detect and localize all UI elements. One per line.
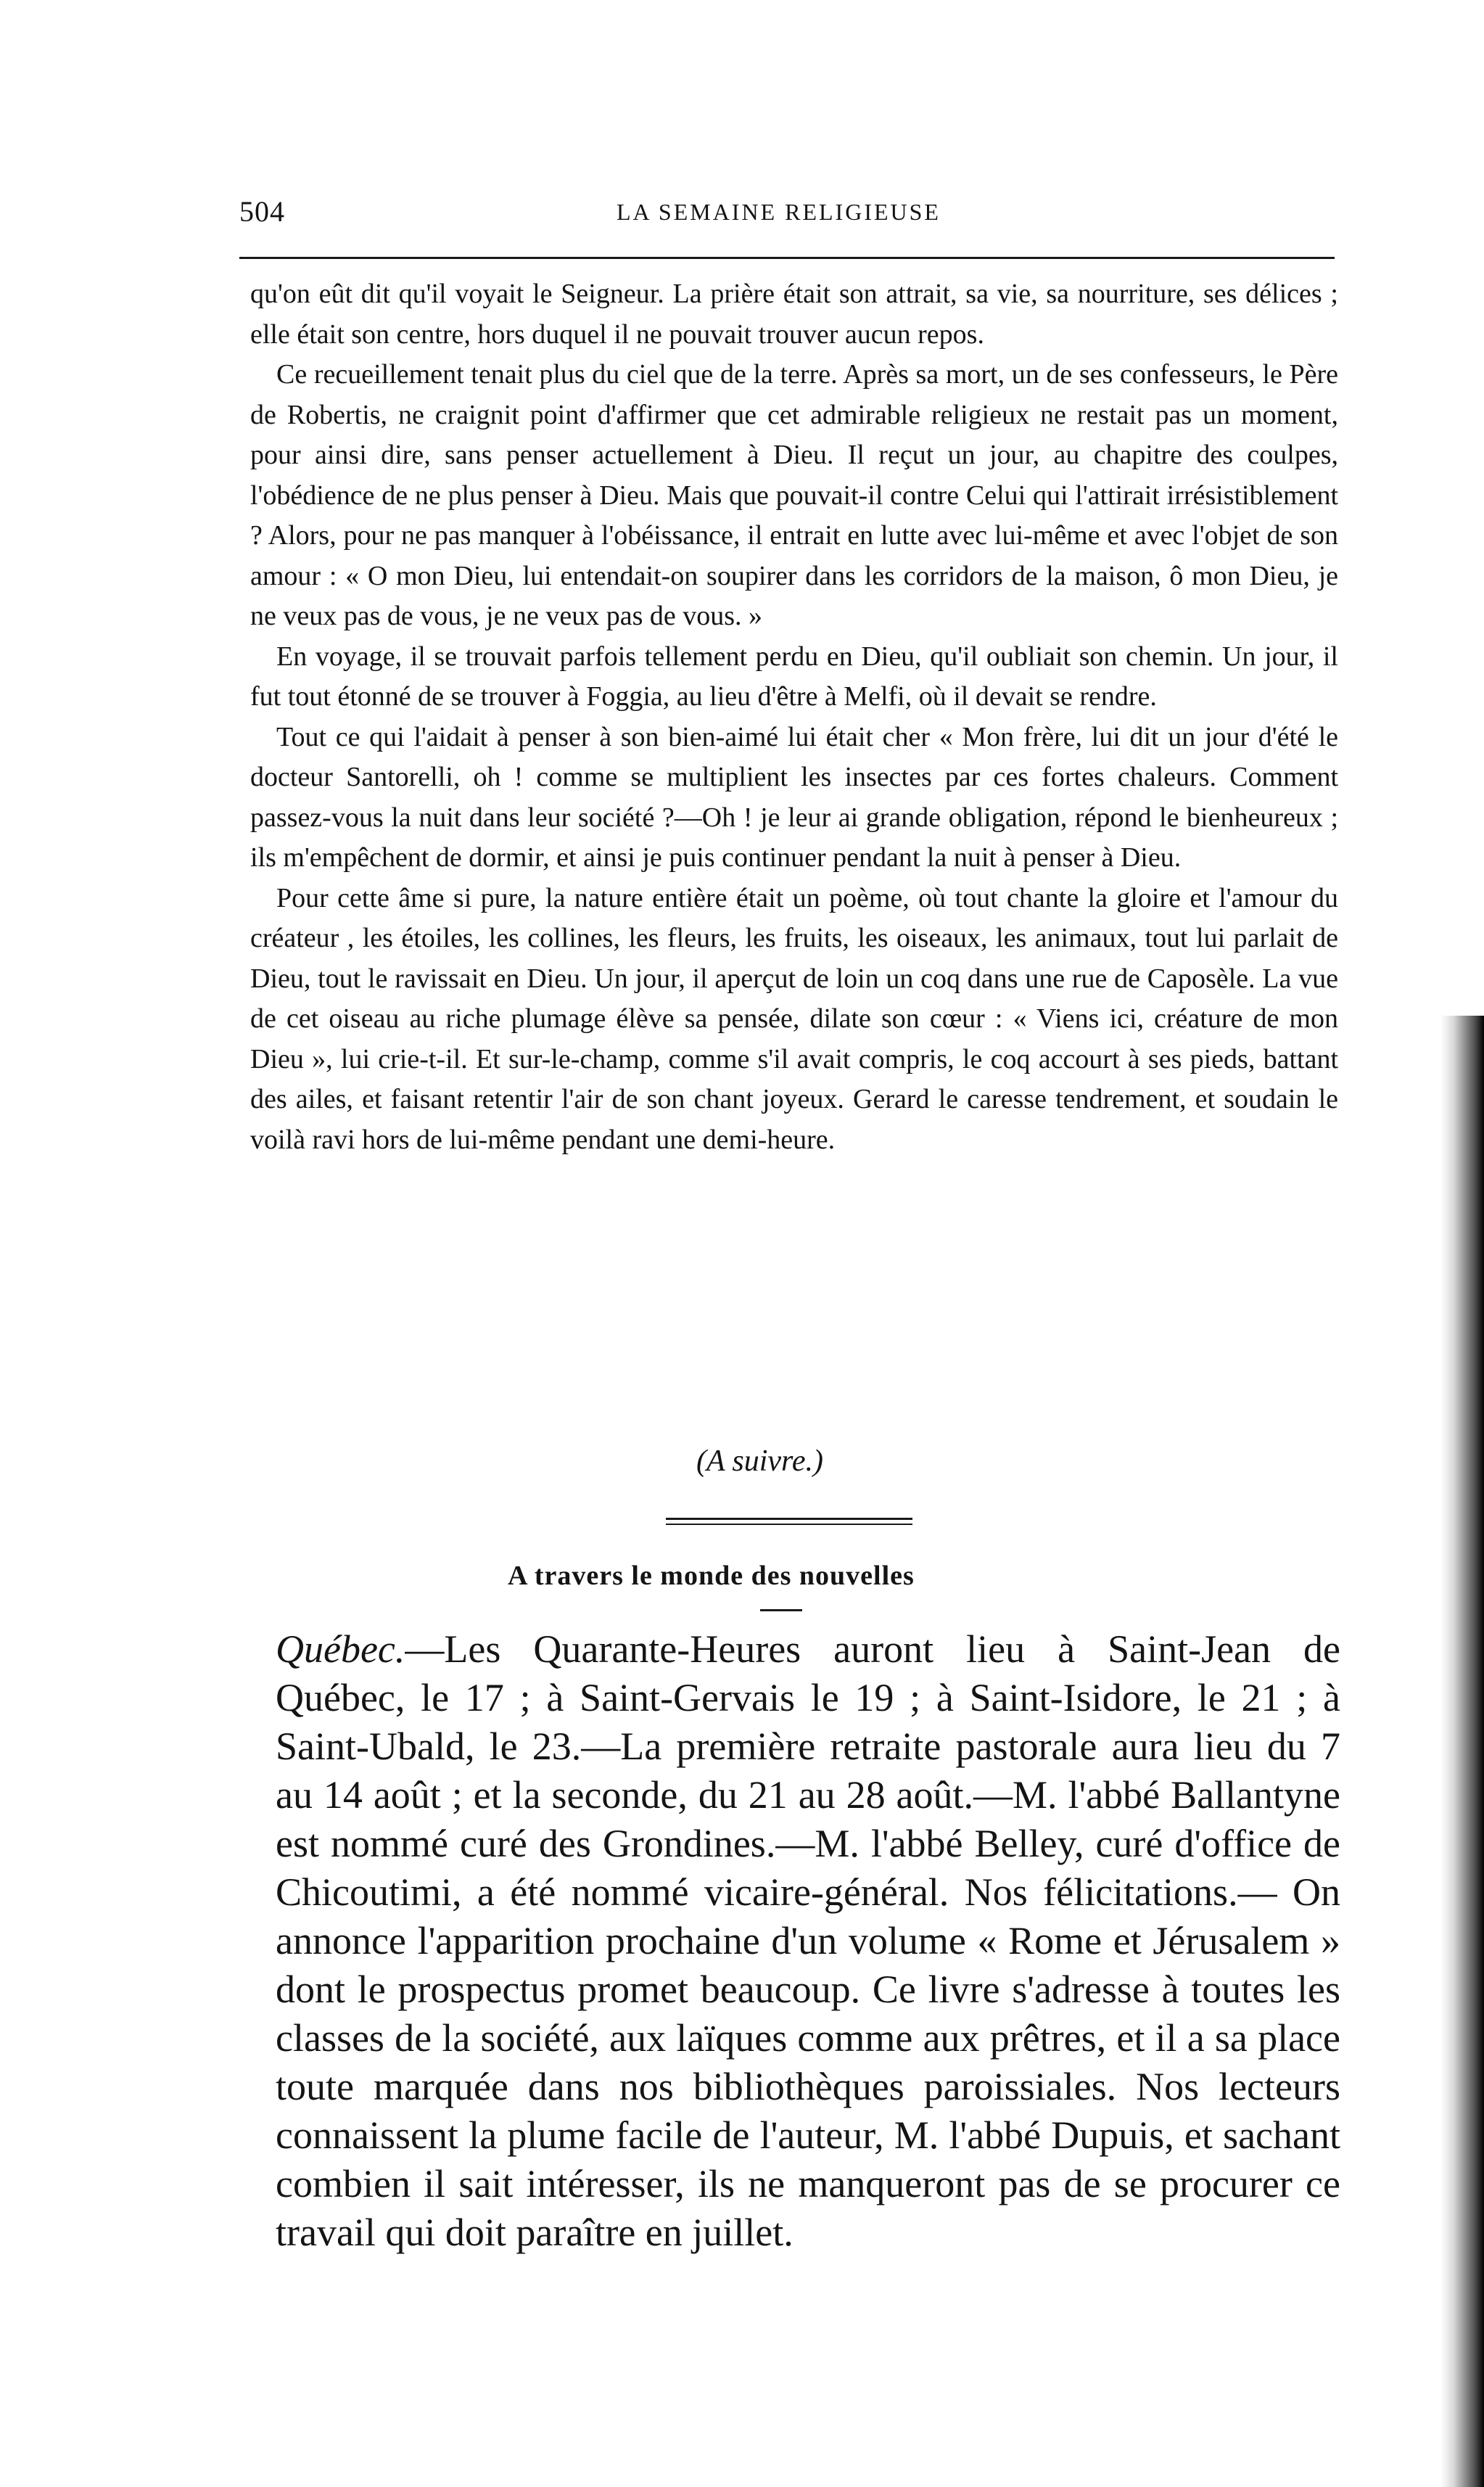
page-number: 504: [239, 195, 285, 228]
header-rule: [239, 257, 1335, 259]
scan-edge-shadow: [1440, 1016, 1484, 2487]
section-heading: A travers le monde des nouvelles: [508, 1561, 915, 1591]
running-title: LA SEMAINE RELIGIEUSE: [617, 199, 941, 225]
paragraph: Pour cette âme si pure, la nature entière était un poème, où tout chante la gloire et l'amour du créateur , les étoiles, les collines, les fleurs, les fruits, les oiseaux, les animaux, tout lui parlait de Dieu, tout le ravissait en Dieu. Un jour, il aperçut de loin un coq dans une rue de Caposèle. La vue de cet oiseau au riche plumage élève sa pensée, dilate son cœur : « Viens ici, créature de mon Dieu », lui crie-t-il. Et sur-le-champ, comme s'il avait compris, le coq accourt à ses pieds, battant des ailes, et faisant retentir l'air de son chant joyeux. Gerard le caresse tendrement, et soudain le voilà ravi hors de lui-même pendant une demi-heure.: [250, 882, 1338, 1155]
to-be-continued: (A suivre.): [696, 1444, 823, 1478]
news-text: —Les Quarante-Heures auront lieu à Saint-Jean de Québec, le 17 ; à Saint-Gervais le 19 ; à Saint-Isidore, le 21 ; à Saint-Ubald, le 23.—La première retraite pastorale aura lieu du 7 au 14 août ; et la seconde, du 21 au 28 août.—M. l'abbé Ballantyne est nommé curé des Grondines.—M. l'abbé Belley, curé d'office de Chicoutimi, a été nommé vicaire-général. Nos félicitations.— On annonce l'apparition prochaine d'un volume « Rome et Jérusalem » dont le prospectus promet beaucoup. Ce livre s'adresse à toutes les classes de la société, aux laïques comme aux prêtres, et il a sa place toute marquée dans nos bibliothèques paroissiales. Nos lecteurs connaissent la plume facile de l'auteur, M. l'abbé Dupuis, et sachant combien il sait intéresser, ils ne manqueront pas de se procurer ce travail qui doit paraître en juillet.: [276, 1627, 1340, 2254]
page-header: [239, 194, 1342, 238]
divider-line: [666, 1524, 912, 1525]
paragraph: En voyage, il se trouvait parfois tellement perdu en Dieu, qu'il oubliait son chemin. Un jour, il fut tout étonné de se trouver à Foggia, au lieu d'être à Melfi, où il devait se rendre.: [250, 641, 1338, 712]
section-divider: [666, 1518, 912, 1528]
paragraph: qu'on eût dit qu'il voyait le Seigneur. La prière était son attrait, sa vie, sa nourriture, ses délices ; elle était son centre, hors duquel il ne pouvait trouver aucun repos.: [250, 279, 1338, 350]
heading-dash: [760, 1609, 802, 1611]
news-body: [276, 1625, 1340, 2257]
paragraph: Tout ce qui l'aidait à penser à son bien-aimé lui était cher « Mon frère, lui dit un jour d'été le docteur Santorelli, oh ! comme se multiplient les insectes par ces fortes chaleurs. Comment passez-vous la nuit dans leur société ?—Oh ! je leur ai grande obligation, répond le bienheureux ; ils m'empêchent de dormir, et ainsi je puis continuer pendant la nuit à penser à Dieu.: [250, 721, 1338, 873]
article-body: [250, 274, 1338, 1160]
news-place: Québec.: [276, 1627, 405, 1671]
divider-line: [666, 1518, 912, 1520]
paragraph: Ce recueillement tenait plus du ciel que de la terre. Après sa mort, un de ses confesseurs, le Père de Robertis, ne craignit point d'affirmer que cet admirable religieux ne restait pas un moment, pour ainsi dire, sans penser actuellement à Dieu. Il reçut un jour, au chapitre des coulpes, l'obédience de ne plus penser à Dieu. Mais que pouvait-il contre Celui qui l'attirait irrésistiblement ? Alors, pour ne pas manquer à l'obéissance, il entrait en lutte avec lui-même et avec l'objet de son amour : « O mon Dieu, lui entendait-on soupirer dans les corridors de la maison, ô mon Dieu, je ne veux pas de vous, je ne veux pas de vous. »: [250, 359, 1338, 631]
news-paragraph: [276, 1625, 1340, 2257]
